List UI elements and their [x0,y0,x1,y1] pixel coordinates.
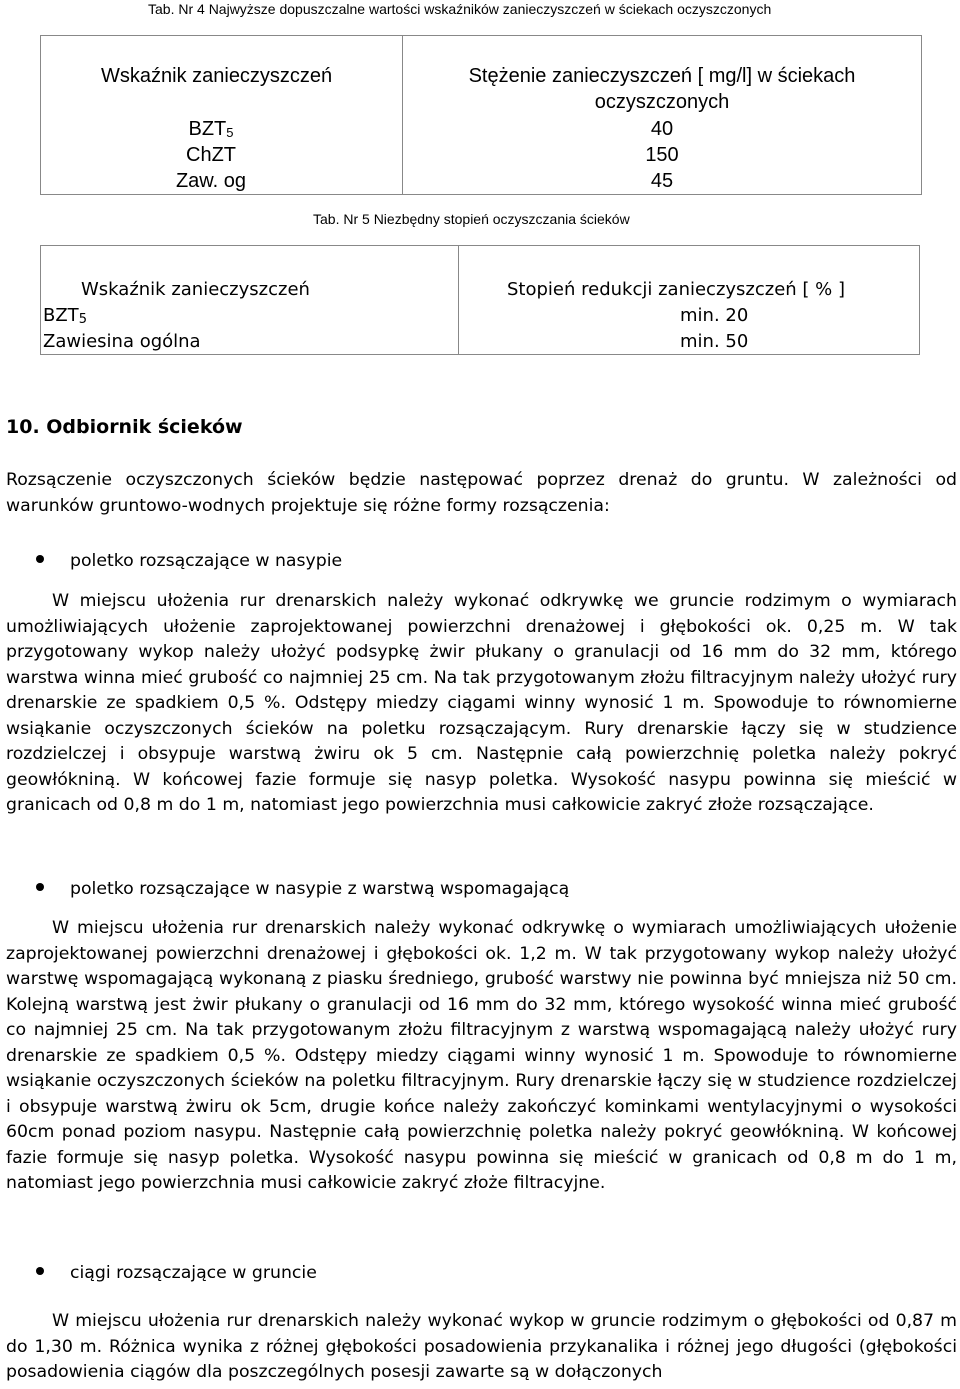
list-item: poletko rozsączające w nasypie z warstwą wspomagającą [36,877,569,903]
table5-col1-header: Wskaźnik zanieczyszczeń [81,279,310,300]
table5 [40,245,920,355]
item-2-paragraph: W miejscu ułożenia rur drenarskich należy wykonać odkrywkę o wymiarach umożliwiających ułożenie zaprojektowanej powierzchni drenażowej i głębokości ok. 1,2 m. W tak przygotowany wykop należy ułożyć warstwę wspomagającą wykonaną z piasku średniego, grubość warstwy nie powinna być mniejsza niż 50 cm. Kolejną warstwą jest żwir płukany o granulacji od 16 mm do 32 mm, którego wysokość winna mieć grubość co najmniej 25 cm. Na tak przygotowanym złożu filtracyjnym z warstwą wspomagającą należy ułożyć rury drenarskie ze spadkiem 0,5 %. Odstępy miedzy ciągami winny wynosić 1 m. Spowoduje to równomierne wsiąkanie oczyszczonych ścieków na poletku filtracyjnym. Rury drenarskie łączy się w studzience rozdzielczej i obsypuje warstwą żwiru ok 5cm, drugie końce należy zakończyć kominkami wentylacyjnymi o wysokości 60cm ponad poziom nasypu. Następnie całą powierzchnię poletka należy pokryć geowłókniną. W końcowej fazie formuje się nasyp poletka. Wysokość nasypu powinna się mieścić w granicach od 0,8 m do 1 m, natomiast jego powierzchnia musi całkowicie zakryć złoże filtracyjne. [6,918,957,1193]
intro-paragraph: Rozsączenie oczyszczonych ścieków będzie następować poprzez drenaż do gruntu. W zależności od warunków gruntowo-wodnych projektuje się różne formy rozsączenia: [6,470,957,516]
bullet-icon [36,555,44,563]
table4-row-chzt-value: 150 [645,144,679,166]
table4-row-zawog-value: 45 [650,170,674,192]
table5-caption: Tab. Nr 5 Niezbędny stopień oczyszczania ścieków [313,211,630,227]
table5-col2-header: Stopień redukcji zanieczyszczeń [ % ] [507,279,846,300]
table4-col2-header-line1: Stężenie zanieczyszczeń [ mg/l] w ściekach [468,65,856,87]
list-item: ciągi rozsączające w gruncie [36,1261,317,1287]
table5-row-bzt5-value: min. 20 [680,305,749,326]
table4-col1-header: Wskaźnik zanieczyszczeń [101,65,333,87]
section-heading: 10. Odbiornik ścieków [6,416,243,438]
item-3-paragraph: W miejscu ułożenia rur drenarskich należy wykonać wykop w gruncie rodzimym o głębokości od 0,87 m do 1,30 m. Różnica wynika z różnej głębokości posadowienia przykanalika i różnej jego długości (głębokości posadowienia ciągów dla poszczególnych posesji zawarte są w dołączonych [6,1311,957,1382]
table4-col2-header-line2: oczyszczonych [594,91,730,113]
table5-column-divider [458,246,459,354]
table4-row-bzt5-label: BZT5 [188,118,234,140]
table5-row-bzt5-label: BZT5 [43,305,87,327]
item-1-paragraph: W miejscu ułożenia rur drenarskich należy wykonać odkrywkę we gruncie rodzimym o wymiarach umożliwiających ułożenie zaprojektowanej powierzchni drenażowej i głębokości ok. 0,25 m. W tak przygotowany wykop należy ułożyć podsypkę żwir płukany o granulacji od 16 mm do 32 mm, którego warstwa winna mieć grubość co najmniej 25 cm. Na tak przygotowanym złożu filtracyjnym należy ułożyć rury drenarskie ze spadkiem 0,5 %. Odstępy miedzy ciągami winny wynosić 1 m. Spowoduje to równomierne wsiąkanie oczyszczonych ścieków na poletku rozsączającym. Rury drenarskie łączy się w studzience rozdzielczej i obsypuje warstwą żwiru ok 5 cm. Następnie całą powierzchnię poletka należy pokryć geowłókniną. W końcowej fazie formuje się nasyp poletka. Wysokość nasypu powinna się mieścić w granicach od 0,8 m do 1 m, natomiast jego powierzchnia musi całkowicie zakryć złoże rozsączające. [6,591,957,815]
list-item: poletko rozsączające w nasypie [36,549,342,575]
bullet-icon [36,883,44,891]
table5-row-zawiesina-value: min. 50 [680,331,749,352]
table4 [40,35,922,195]
table4-caption: Tab. Nr 4 Najwyższe dopuszczalne wartości wskaźników zanieczyszczeń w ściekach oczyszczonych [148,1,772,17]
bullet-icon [36,1267,44,1275]
table4-row-zawog-label: Zaw. og [175,170,247,192]
table4-row-bzt5-value: 40 [650,118,674,140]
table5-row-zawiesina-label: Zawiesina ogólna [43,331,201,352]
table4-row-chzt-label: ChZT [186,144,236,166]
